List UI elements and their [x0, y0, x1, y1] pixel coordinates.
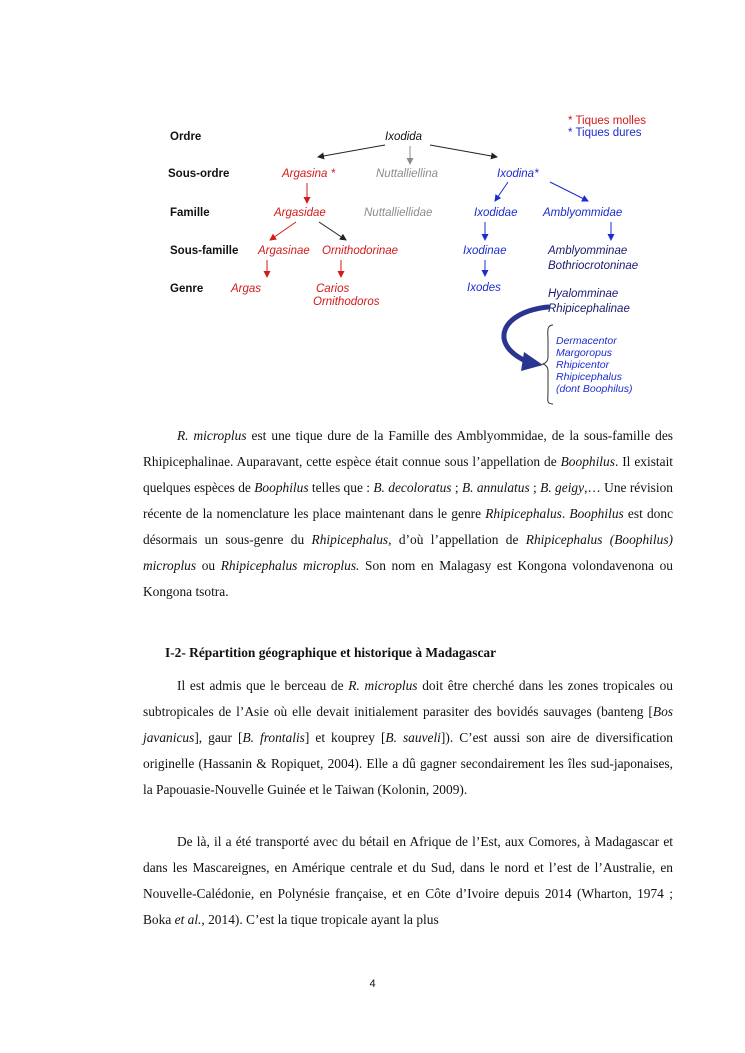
tick-taxonomy-diagram [0, 0, 745, 420]
page-number: 4 [369, 978, 376, 990]
genus-argas: Argas [231, 283, 262, 295]
suborder-argasina: Argasina * [282, 168, 336, 180]
subfamily-ixodinae: Ixodinae [463, 245, 507, 257]
rhipicephaline-genus: Rhipicephalus [556, 371, 622, 383]
subfamily-amblyomminae: Amblyomminae [548, 245, 628, 257]
subfamily-rhipicephalinae: Rhipicephalinae [548, 303, 630, 315]
paragraph-taxonomy: R. microplus est une tique dure de la Famille des Amblyommidae, de la sous-famille des Rhipicephalinae. Auparavant, cette espèce était connue sous l’appellation de Boophilus. Il existait quelques espèces de Boophilus telles que : B. decoloratus ; B. annulatus ; B. geigy,… Une révision récente de la nomenclature les place maintenant dans le genre Rhipicephalus. Boophilus est donc désormais un sous-genre du Rhipicephalus, d’où l’appellation de Rhipicephalus (Boophilus) microplus ou Rhipicephalus microplus. Son nom en Malagasy est Kongona volondavenona ou Kongona tsotra. [143, 428, 674, 599]
rank-label-genus: Genre [170, 283, 204, 295]
rhipicephaline-genera-list [556, 335, 632, 395]
section-title: I-2- Répartition géographique et historique à Madagascar [165, 645, 497, 660]
rank-label-order: Ordre [170, 131, 202, 143]
family-argasidae: Argasidae [274, 207, 326, 219]
suborder-ixodina: Ixodina* [497, 168, 539, 180]
arrow-ixodina-to-amblyommidae [550, 182, 588, 201]
family-ixodidae: Ixodidae [474, 207, 518, 219]
genus-ornithodoros: Ornithodoros [313, 296, 380, 308]
family-nuttalliellidae: Nuttalliellidae [364, 207, 433, 219]
arrow-argasidae-to-ornithodorinae [319, 222, 346, 240]
legend-hard-ticks: * Tiques dures [568, 127, 642, 139]
curved-arrow-head [521, 352, 543, 371]
family-amblyommidae: Amblyommidae [543, 207, 623, 219]
rhipicephaline-genus: (dont Boophilus) [556, 383, 633, 395]
arrow-order-to-ixodina [430, 145, 497, 157]
subfamily-ornithodorinae: Ornithodorinae [322, 245, 399, 257]
paragraph-spread: De là, il a été transporté avec du bétail en Afrique de l’Est, aux Comores, à Madagascar et dans les Mascareignes, en Amérique centrale et du Sud, dans le nord et l’est de l’Australie, en Nouvelle-Calédonie, en Polynésie française, et en Côte d’Ivoire depuis 2014 (Wharton, 1974 ; Boka et al., 2014). C’est la tique tropicale ayant la plus [143, 834, 673, 927]
arrow-order-to-argasina [318, 145, 385, 157]
order-ixodida: Ixodida [385, 131, 423, 143]
genus-carios: Carios [316, 283, 350, 295]
rank-label-subfamily: Sous-famille [170, 245, 239, 257]
rank-label-suborder: Sous-ordre [168, 168, 230, 180]
arrow-argasidae-to-argasinae [270, 222, 296, 240]
rank-label-family: Famille [170, 207, 210, 219]
rhipicephaline-genus: Dermacentor [556, 335, 617, 347]
genus-ixodes: Ixodes [467, 282, 501, 294]
genera-brace [543, 325, 553, 404]
subfamily-hyalomminae: Hyalomminae [548, 288, 619, 300]
legend-soft-ticks: * Tiques molles [568, 115, 646, 127]
paragraph-origin: Il est admis que le berceau de R. microplus doit être cherché dans les zones tropicales ou subtropicales de l’Asie où elle devait initialement parasiter des bovidés sauvages (banteng [Bos javanicus], gaur [B. frontalis] et kouprey [B. sauveli]). C’est aussi son aire de diversification originelle (Hassanin & Ropiquet, 2004). Elle a dû gagner secondairement les îles sud-japonaises, la Papouasie-Nouvelle Guinée et le Taiwan (Kolonin, 2009). [143, 678, 673, 797]
rhipicephaline-genus: Rhipicentor [556, 359, 610, 371]
subfamily-argasinae: Argasinae [258, 245, 310, 257]
suborder-nuttalliellina: Nuttalliellina [376, 168, 439, 180]
rhipicephaline-genus: Margoropus [556, 347, 613, 359]
arrow-ixodina-to-ixodidae [495, 182, 508, 201]
subfamily-bothriocrotoninae: Bothriocrotoninae [548, 260, 639, 272]
